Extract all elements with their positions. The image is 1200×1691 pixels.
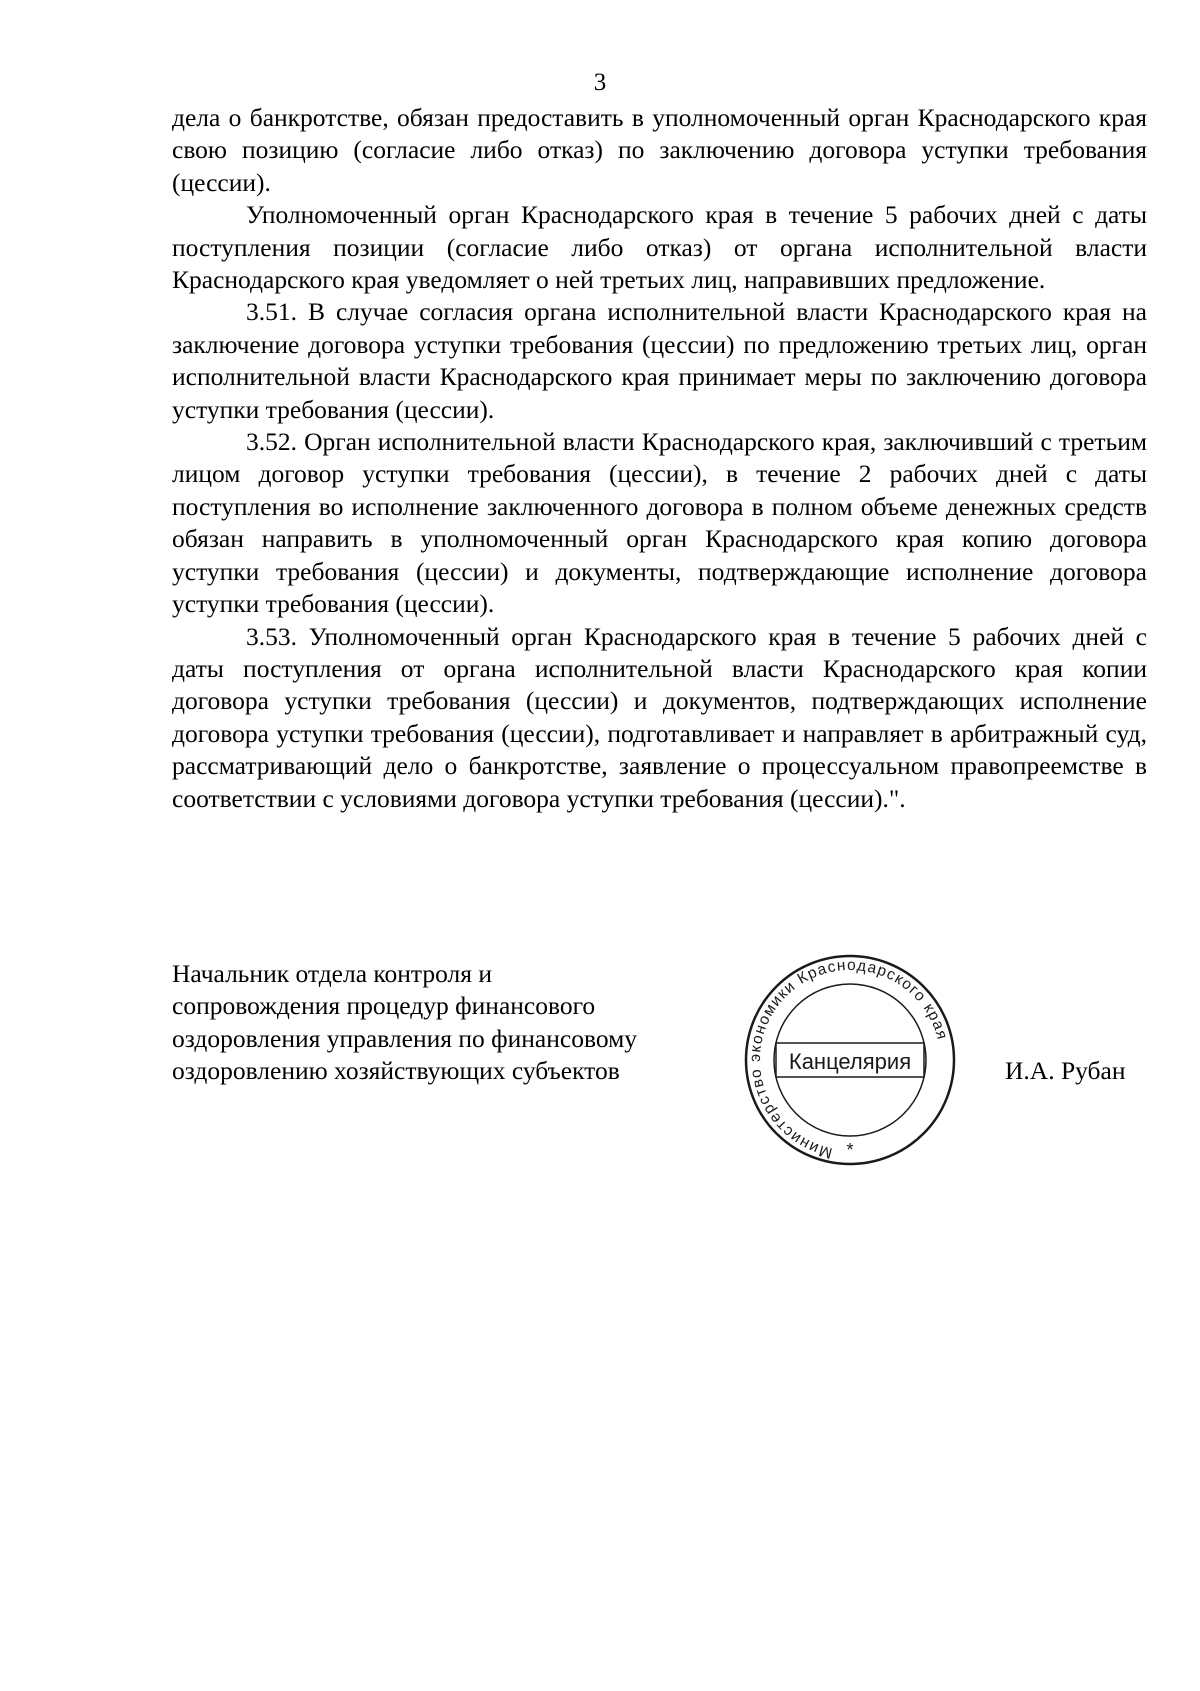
signatory-position-line: оздоровления управления по финансовому (172, 1023, 637, 1053)
paragraph-notification: Уполномоченный орган Краснодарского края в течение 5 рабочих дней с даты поступления позиции (согласие либо отказ) от органа исполнительной власти Краснодарского края уведомляет о ней третьих лиц, направивших предложение. (172, 200, 1147, 295)
signatory-position-line: оздоровлению хозяйствующих субъектов (172, 1056, 620, 1086)
signatory-name: И.А. Рубан (1005, 1056, 1126, 1085)
page-number: 3 (593, 69, 607, 96)
paragraph-3-52: 3.52. Орган исполнительной власти Краснодарского края, заключивший с третьим лицом договор уступки требования (цессии), в течение 2 рабочих дней с даты поступления во исполнение заключенного договора в полном объеме денежных средств обязан направить в уполномоченный орган Краснодарского края копию договора уступки требования (цессии) и документы, подтверждающие исполнение договора уступки требования (цессии). (172, 427, 1147, 619)
signatory-position-line: Начальник отдела контроля и (172, 959, 493, 988)
stamp-ring-text: Министерство экономики Краснодарского края (746, 956, 951, 1162)
signatory-position (172, 958, 712, 1088)
stamp-center-text: Канцелярия (788, 1049, 912, 1074)
paragraph-3-51: 3.51. В случае согласия органа исполнительной власти Краснодарского края на заключение договора уступки требования (цессии) по предложению третьих лиц, орган исполнительной власти Краснодарского края принимает меры по заключению договора уступки требования (цессии). (172, 297, 1147, 424)
document-body (172, 102, 1147, 815)
paragraph-continuation: дела о банкротстве, обязан предоставить в уполномоченный орган Краснодарского края свою позицию (согласие либо отказ) по заключению договора уступки требования (цессии). (172, 103, 1147, 197)
signatory-position-line: сопровождения процедур финансового (172, 991, 596, 1021)
stamp-star: * (846, 1140, 854, 1160)
paragraph-3-53: 3.53. Уполномоченный орган Краснодарского края в течение 5 рабочих дней с даты поступления от органа исполнительной власти Краснодарского края копии договора уступки требования (цессии) и документов, подтверждающих исполнение договора уступки требования (цессии), подготавливает и направляет в арбитражный суд, рассматривающий дело о банкротстве, заявление о процессуальном правопреемстве в соответствии с условиями договора уступки требования (цессии).". (172, 621, 1147, 813)
office-stamp (740, 950, 960, 1170)
